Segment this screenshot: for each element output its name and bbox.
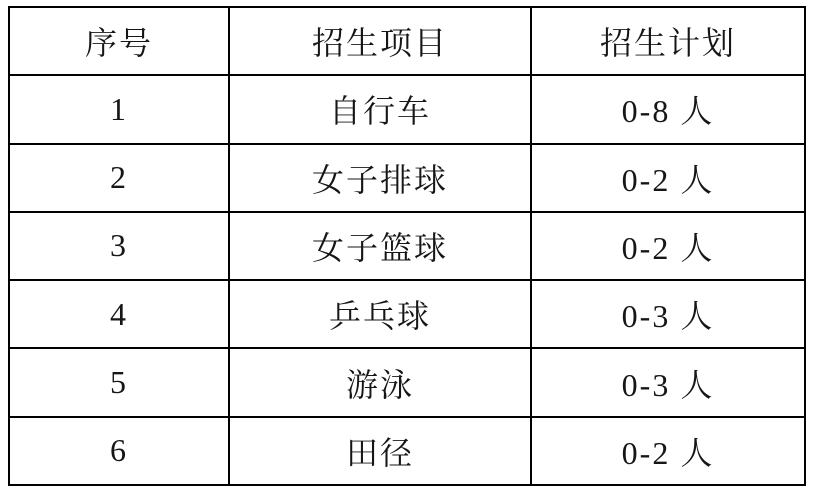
cell-project: 自行车 <box>229 75 531 143</box>
enrollment-table <box>8 6 806 486</box>
cell-project: 女子篮球 <box>229 212 531 280</box>
header-cell-plan: 招生计划 <box>531 7 805 75</box>
cell-plan: 0-8 人 <box>531 75 805 143</box>
cell-plan: 0-2 人 <box>531 417 805 485</box>
cell-no: 2 <box>9 144 229 212</box>
table-row <box>9 144 805 212</box>
table-header-row <box>9 7 805 75</box>
cell-no: 4 <box>9 280 229 348</box>
cell-project: 乒乓球 <box>229 280 531 348</box>
cell-project: 女子排球 <box>229 144 531 212</box>
cell-plan: 0-3 人 <box>531 280 805 348</box>
cell-project: 田径 <box>229 417 531 485</box>
cell-no: 1 <box>9 75 229 143</box>
table-row <box>9 348 805 416</box>
cell-plan: 0-3 人 <box>531 348 805 416</box>
table-row <box>9 280 805 348</box>
cell-project: 游泳 <box>229 348 531 416</box>
header-cell-project: 招生项目 <box>229 7 531 75</box>
table-row <box>9 417 805 485</box>
table-row <box>9 212 805 280</box>
cell-no: 6 <box>9 417 229 485</box>
header-cell-no: 序号 <box>9 7 229 75</box>
table-row <box>9 75 805 143</box>
cell-plan: 0-2 人 <box>531 212 805 280</box>
cell-no: 5 <box>9 348 229 416</box>
cell-plan: 0-2 人 <box>531 144 805 212</box>
cell-no: 3 <box>9 212 229 280</box>
